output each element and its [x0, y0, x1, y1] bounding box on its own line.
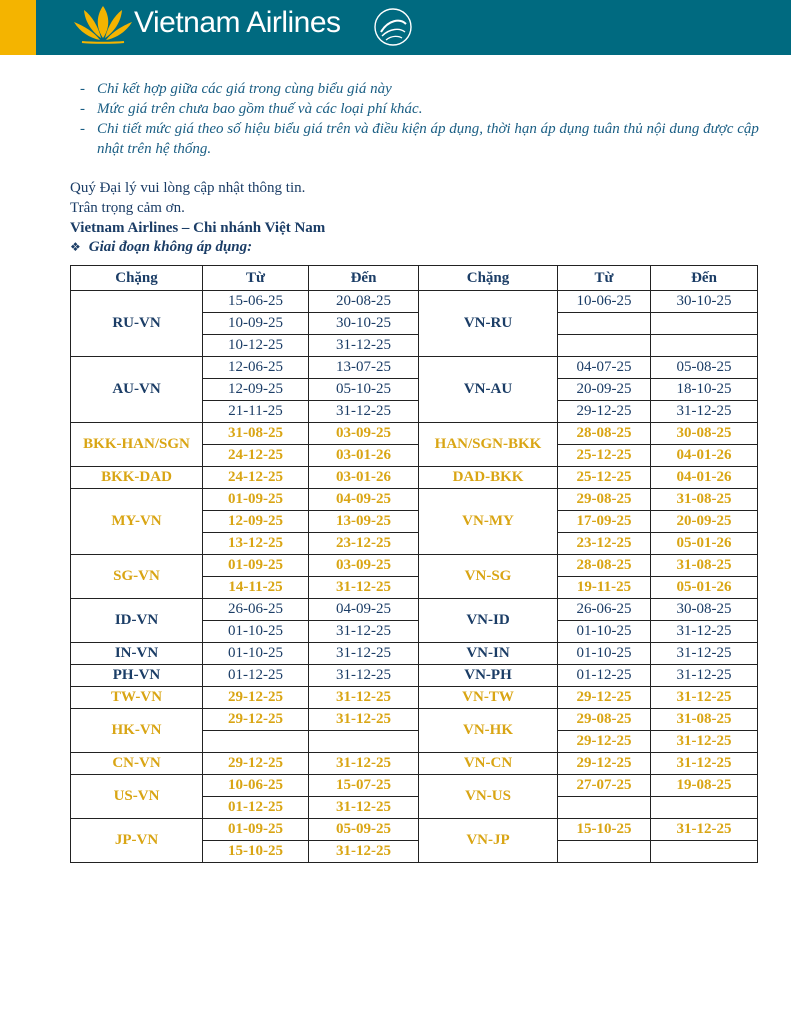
date-to-cell: 05-10-25	[309, 379, 419, 401]
table-row	[71, 819, 758, 841]
date-to-cell: 05-01-26	[651, 533, 758, 555]
date-to-cell: 31-12-25	[651, 643, 758, 665]
route-cell: MY-VN	[71, 489, 203, 555]
date-from-cell: 01-10-25	[558, 643, 651, 665]
date-from-cell: 01-10-25	[203, 621, 309, 643]
route-cell: VN-CN	[419, 753, 558, 775]
column-header: Từ	[558, 266, 651, 291]
route-cell: DAD-BKK	[419, 467, 558, 489]
column-header: Chặng	[419, 266, 558, 291]
date-from-cell	[558, 313, 651, 335]
date-to-cell: 03-09-25	[309, 555, 419, 577]
route-cell: VN-ID	[419, 599, 558, 643]
date-to-cell	[309, 731, 419, 753]
date-to-cell: 31-12-25	[309, 621, 419, 643]
table-row	[71, 291, 758, 313]
date-to-cell: 31-08-25	[651, 555, 758, 577]
date-to-cell: 20-08-25	[309, 291, 419, 313]
table-row	[71, 687, 758, 709]
table-header-row	[71, 266, 758, 291]
date-from-cell: 01-12-25	[558, 665, 651, 687]
date-from-cell: 24-12-25	[203, 445, 309, 467]
route-cell: VN-US	[419, 775, 558, 819]
date-to-cell: 31-12-25	[651, 753, 758, 775]
date-to-cell: 05-09-25	[309, 819, 419, 841]
date-from-cell	[558, 797, 651, 819]
date-from-cell: 01-09-25	[203, 489, 309, 511]
route-cell: VN-MY	[419, 489, 558, 555]
date-from-cell: 12-09-25	[203, 511, 309, 533]
date-from-cell: 25-12-25	[558, 445, 651, 467]
note-item: - Mức giá trên chưa bao gồm thuế và các loại phí khác.	[80, 99, 780, 119]
route-cell: ID-VN	[71, 599, 203, 643]
date-to-cell: 31-12-25	[309, 687, 419, 709]
date-from-cell: 27-07-25	[558, 775, 651, 797]
date-to-cell: 05-08-25	[651, 357, 758, 379]
lotus-icon	[72, 2, 134, 46]
date-to-cell: 31-12-25	[309, 335, 419, 357]
date-from-cell: 01-09-25	[203, 819, 309, 841]
route-cell: CN-VN	[71, 753, 203, 775]
date-from-cell: 31-08-25	[203, 423, 309, 445]
skyteam-icon	[372, 6, 414, 48]
diamond-bullet-icon: ❖	[70, 240, 81, 254]
route-cell: BKK-HAN/SGN	[71, 423, 203, 467]
vietnam-airlines-logo	[72, 0, 417, 55]
date-from-cell: 29-12-25	[203, 753, 309, 775]
date-from-cell: 01-12-25	[203, 797, 309, 819]
table-row	[71, 489, 758, 511]
date-to-cell: 13-07-25	[309, 357, 419, 379]
date-from-cell: 25-12-25	[558, 467, 651, 489]
table-row	[71, 643, 758, 665]
date-from-cell: 15-10-25	[203, 841, 309, 863]
date-from-cell: 01-09-25	[203, 555, 309, 577]
note-item: - Chi tiết mức giá theo số hiệu biểu giá trên và điều kiện áp dụng, thời hạn áp dụng tuân thủ nội dung được cập nhật trên hệ thống.	[80, 119, 780, 159]
route-cell: HK-VN	[71, 709, 203, 753]
date-from-cell: 10-06-25	[203, 775, 309, 797]
date-from-cell: 04-07-25	[558, 357, 651, 379]
blackout-dates-table	[70, 265, 758, 863]
date-from-cell: 21-11-25	[203, 401, 309, 423]
date-from-cell: 23-12-25	[558, 533, 651, 555]
date-from-cell: 29-12-25	[558, 731, 651, 753]
route-cell: US-VN	[71, 775, 203, 819]
date-to-cell: 04-09-25	[309, 489, 419, 511]
route-cell: VN-RU	[419, 291, 558, 357]
route-cell: VN-TW	[419, 687, 558, 709]
date-from-cell: 26-06-25	[558, 599, 651, 621]
route-cell: JP-VN	[71, 819, 203, 863]
date-from-cell	[558, 841, 651, 863]
date-to-cell: 31-12-25	[309, 753, 419, 775]
table-row	[71, 599, 758, 621]
thanks-text: Trân trọng cảm ơn.	[70, 200, 185, 216]
date-to-cell: 30-08-25	[651, 599, 758, 621]
date-to-cell: 03-09-25	[309, 423, 419, 445]
date-to-cell: 31-12-25	[309, 577, 419, 599]
date-from-cell: 28-08-25	[558, 555, 651, 577]
date-to-cell: 20-09-25	[651, 511, 758, 533]
date-to-cell	[651, 335, 758, 357]
date-to-cell: 18-10-25	[651, 379, 758, 401]
date-to-cell: 31-08-25	[651, 489, 758, 511]
date-from-cell	[558, 335, 651, 357]
date-to-cell: 31-12-25	[309, 665, 419, 687]
note-item: - Chỉ kết hợp giữa các giá trong cùng biểu giá này	[80, 79, 780, 99]
date-to-cell: 30-08-25	[651, 423, 758, 445]
date-to-cell: 31-12-25	[651, 621, 758, 643]
date-to-cell: 19-08-25	[651, 775, 758, 797]
route-cell: VN-AU	[419, 357, 558, 423]
date-to-cell: 04-09-25	[309, 599, 419, 621]
date-to-cell: 31-12-25	[651, 665, 758, 687]
table-row	[71, 753, 758, 775]
date-to-cell: 31-12-25	[309, 643, 419, 665]
table-row	[71, 467, 758, 489]
date-to-cell: 15-07-25	[309, 775, 419, 797]
date-from-cell	[203, 731, 309, 753]
column-header: Từ	[203, 266, 309, 291]
date-from-cell: 29-08-25	[558, 489, 651, 511]
date-from-cell: 24-12-25	[203, 467, 309, 489]
date-to-cell: 31-12-25	[651, 819, 758, 841]
date-from-cell: 10-09-25	[203, 313, 309, 335]
route-cell: HAN/SGN-BKK	[419, 423, 558, 467]
date-to-cell	[651, 797, 758, 819]
date-to-cell: 31-12-25	[309, 841, 419, 863]
date-to-cell: 31-12-25	[651, 687, 758, 709]
date-to-cell: 31-12-25	[309, 709, 419, 731]
date-to-cell: 04-01-26	[651, 445, 758, 467]
date-to-cell: 31-08-25	[651, 709, 758, 731]
date-to-cell: 30-10-25	[651, 291, 758, 313]
route-cell: VN-PH	[419, 665, 558, 687]
route-cell: PH-VN	[71, 665, 203, 687]
column-header: Chặng	[71, 266, 203, 291]
date-to-cell: 05-01-26	[651, 577, 758, 599]
table-row	[71, 775, 758, 797]
date-from-cell: 29-08-25	[558, 709, 651, 731]
date-to-cell	[651, 841, 758, 863]
date-from-cell: 20-09-25	[558, 379, 651, 401]
table-row	[71, 709, 758, 731]
route-cell: BKK-DAD	[71, 467, 203, 489]
header-accent-bar	[0, 0, 36, 55]
date-to-cell: 03-01-26	[309, 445, 419, 467]
table-body	[71, 291, 758, 863]
page-header	[0, 0, 791, 55]
route-cell: SG-VN	[71, 555, 203, 599]
date-from-cell: 01-10-25	[203, 643, 309, 665]
date-to-cell: 03-01-26	[309, 467, 419, 489]
route-cell: VN-HK	[419, 709, 558, 753]
date-from-cell: 10-12-25	[203, 335, 309, 357]
phase-title: Giai đoạn không áp dụng:	[88, 239, 253, 255]
date-to-cell: 31-12-25	[309, 797, 419, 819]
update-request-text: Quý Đại lý vui lòng cập nhật thông tin.	[70, 180, 306, 196]
date-from-cell: 01-12-25	[203, 665, 309, 687]
date-from-cell: 19-11-25	[558, 577, 651, 599]
route-cell: VN-SG	[419, 555, 558, 599]
date-from-cell: 13-12-25	[203, 533, 309, 555]
table-row	[71, 665, 758, 687]
date-from-cell: 28-08-25	[558, 423, 651, 445]
date-to-cell: 31-12-25	[651, 401, 758, 423]
date-from-cell: 14-11-25	[203, 577, 309, 599]
date-to-cell: 23-12-25	[309, 533, 419, 555]
table-row	[71, 555, 758, 577]
route-cell: VN-IN	[419, 643, 558, 665]
table-row	[71, 357, 758, 379]
date-from-cell: 29-12-25	[203, 709, 309, 731]
signature: Vietnam Airlines – Chi nhánh Việt Nam	[70, 220, 326, 236]
route-cell: RU-VN	[71, 291, 203, 357]
date-to-cell: 04-01-26	[651, 467, 758, 489]
route-cell: AU-VN	[71, 357, 203, 423]
date-from-cell: 29-12-25	[558, 753, 651, 775]
date-from-cell: 26-06-25	[203, 599, 309, 621]
date-from-cell: 12-06-25	[203, 357, 309, 379]
column-header: Đến	[651, 266, 758, 291]
phase-heading	[70, 237, 252, 257]
date-to-cell: 31-12-25	[309, 401, 419, 423]
brand-name: Vietnam Airlines	[134, 6, 341, 39]
date-from-cell: 17-09-25	[558, 511, 651, 533]
route-cell: TW-VN	[71, 687, 203, 709]
date-from-cell: 12-09-25	[203, 379, 309, 401]
date-to-cell: 13-09-25	[309, 511, 419, 533]
route-cell: VN-JP	[419, 819, 558, 863]
route-cell: IN-VN	[71, 643, 203, 665]
date-from-cell: 29-12-25	[558, 687, 651, 709]
date-to-cell: 31-12-25	[651, 731, 758, 753]
date-from-cell: 01-10-25	[558, 621, 651, 643]
date-to-cell: 30-10-25	[309, 313, 419, 335]
table-row	[71, 423, 758, 445]
date-from-cell: 29-12-25	[558, 401, 651, 423]
date-from-cell: 10-06-25	[558, 291, 651, 313]
date-from-cell: 29-12-25	[203, 687, 309, 709]
date-from-cell: 15-10-25	[558, 819, 651, 841]
column-header: Đến	[309, 266, 419, 291]
date-to-cell	[651, 313, 758, 335]
notes-list	[80, 79, 780, 159]
date-from-cell: 15-06-25	[203, 291, 309, 313]
